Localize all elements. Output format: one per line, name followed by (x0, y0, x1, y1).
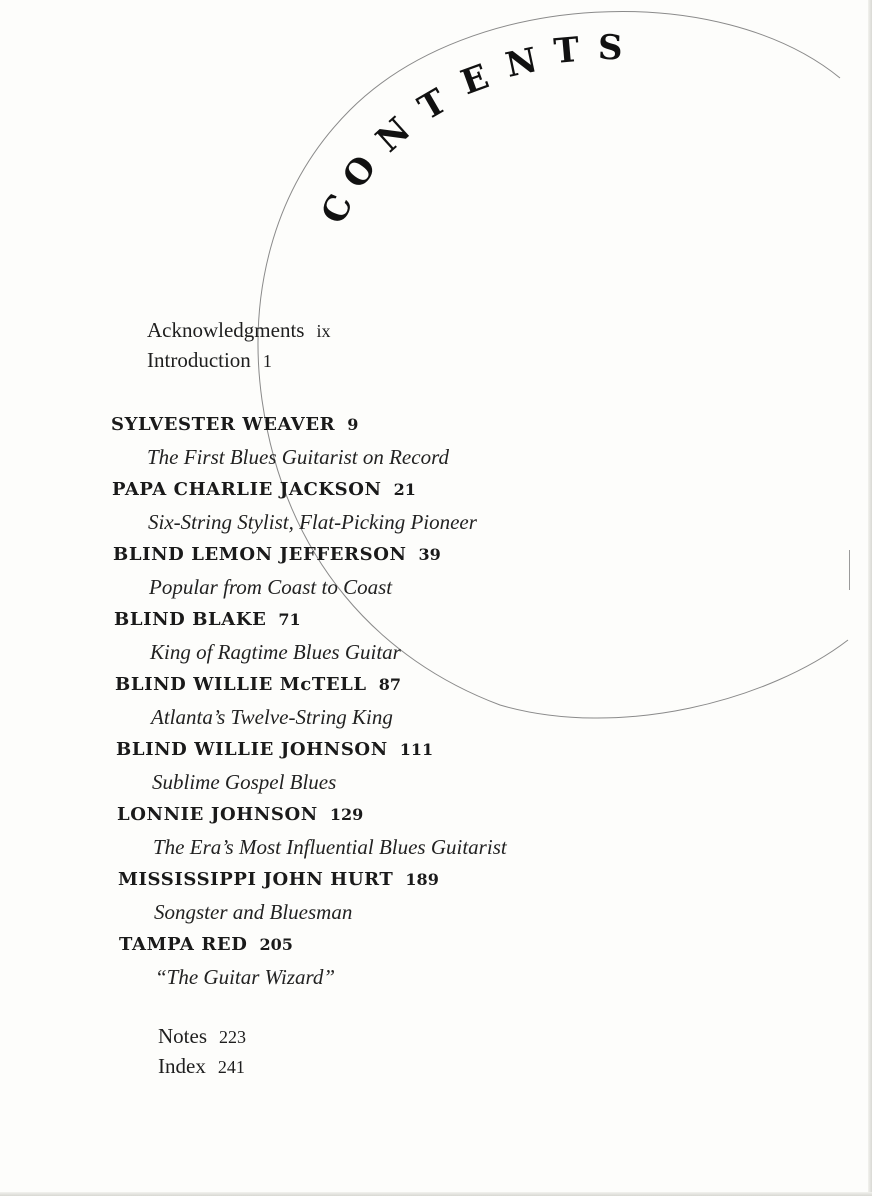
toc-front-item[interactable] (147, 318, 331, 343)
page-edge-right (868, 0, 872, 1196)
chapter-subtitle: Six-String Stylist, Flat-Picking Pioneer (148, 510, 477, 534)
chapter-subtitle: Songster and Bluesman (154, 900, 353, 924)
chapter-subtitle: King of Ragtime Blues Guitar (150, 640, 401, 664)
chapter-entry[interactable] (119, 934, 335, 990)
heading-letter: T (411, 81, 454, 129)
chapter-title: BLIND WILLIE JOHNSON (116, 739, 388, 760)
chapter-title: TAMPA RED (119, 934, 248, 955)
toc-back-item[interactable] (158, 1024, 246, 1049)
chapter-entry[interactable] (111, 414, 449, 470)
toc-item-page: 241 (217, 1057, 245, 1077)
toc-front-item[interactable] (147, 348, 272, 373)
chapter-page: 71 (278, 610, 301, 629)
chapter-page: 205 (259, 935, 293, 954)
toc-item-label: Notes (158, 1024, 207, 1048)
chapter-subtitle: Popular from Coast to Coast (149, 575, 393, 599)
chapter-subtitle: “The Guitar Wizard” (155, 965, 336, 989)
chapter-subtitle: The Era’s Most Influential Blues Guitarist (153, 835, 507, 859)
chapter-entry[interactable] (116, 739, 433, 795)
chapter-entry[interactable] (114, 609, 401, 665)
chapter-entry[interactable] (118, 869, 439, 925)
chapter-title: MISSISSIPPI JOHN HURT (118, 869, 394, 890)
toc-item-page: ix (316, 321, 331, 341)
toc-back-item[interactable] (158, 1054, 245, 1079)
chapter-page: 9 (347, 415, 359, 434)
toc-item-label: Index (158, 1054, 206, 1078)
page-edge-bottom (0, 1192, 872, 1196)
chapter-entry[interactable] (112, 479, 477, 535)
heading-letter: N (502, 40, 541, 86)
page-edge-mark (849, 550, 850, 590)
toc-item-page: 223 (219, 1027, 246, 1047)
chapter-page: 87 (378, 675, 401, 694)
chapter-subtitle: The First Blues Guitarist on Record (147, 445, 449, 469)
chapter-entry[interactable] (117, 804, 507, 860)
chapter-title: BLIND WILLIE McTELL (115, 674, 367, 695)
toc-item-label: Introduction (147, 348, 251, 372)
chapter-title: SYLVESTER WEAVER (111, 414, 336, 435)
chapter-page: 21 (393, 480, 416, 499)
chapter-title: LONNIE JOHNSON (117, 804, 318, 825)
heading-letter: E (455, 56, 494, 104)
heading-letter: T (552, 29, 582, 73)
toc-item-label: Acknowledgments (147, 318, 305, 342)
heading-letter: C (313, 188, 362, 230)
chapter-page: 111 (399, 740, 434, 759)
chapter-subtitle: Sublime Gospel Blues (152, 770, 337, 794)
chapter-subtitle: Atlanta’s Twelve-String King (151, 705, 393, 729)
chapter-page: 129 (329, 805, 364, 824)
chapter-page: 189 (405, 870, 439, 889)
heading-letter: N (368, 109, 419, 161)
chapter-page: 39 (418, 545, 441, 564)
toc-item-page: 1 (262, 351, 272, 371)
heading-letter: S (597, 27, 624, 69)
chapter-entry[interactable] (113, 544, 441, 600)
chapter-title: BLIND BLAKE (114, 609, 267, 630)
chapter-entry[interactable] (115, 674, 401, 730)
heading-letter: O (334, 148, 385, 196)
chapter-title: BLIND LEMON JEFFERSON (113, 544, 407, 565)
chapter-title: PAPA CHARLIE JACKSON (112, 479, 382, 500)
